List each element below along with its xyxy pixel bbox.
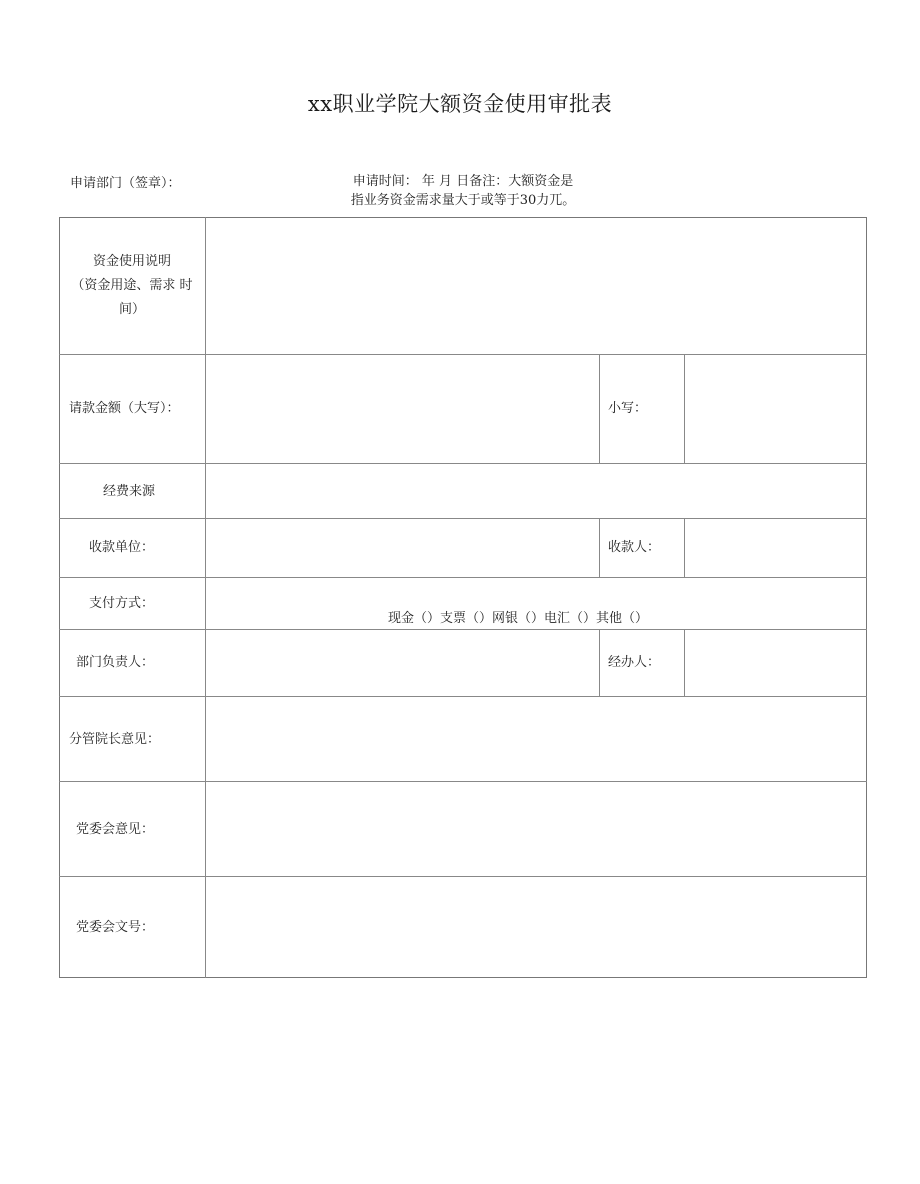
usage-description-label [59,250,205,322]
column-divider [599,518,600,577]
usage-label-line1: 资金使用说明 [92,254,171,269]
payment-method-options[interactable]: 现金（）支票（）网银（）电汇（）其他（） [388,611,649,626]
handler-field[interactable] [685,630,866,696]
amount-numeric-field[interactable] [685,355,866,463]
application-time-note [318,172,608,210]
usage-label-line2: （资金用途、需求 时 [71,278,193,293]
column-divider [599,629,600,696]
payee-field[interactable] [685,519,866,577]
handler-label: 经办人： [608,655,661,670]
payee-unit-label: 收款单位： [89,540,155,555]
party-committee-document-number-field[interactable] [206,877,866,977]
row-divider [59,577,867,578]
amount-uppercase-field[interactable] [206,355,599,463]
party-committee-document-number-label: 党委会文号： [76,920,155,935]
department-head-label: 部门负责人： [76,655,155,670]
large-fund-definition-line: 指业务资金需求量大于或等于30力兀。 [350,193,576,208]
vice-president-opinion-label: 分管院长意见： [69,732,161,747]
column-divider [599,354,600,463]
payee-label: 收款人： [608,540,661,555]
document-title: xx职业学院大额资金使用审批表 [307,92,613,116]
applicant-department-label: 申请部门（签章）： [70,176,181,191]
party-committee-opinion-field[interactable] [206,782,866,876]
fund-source-label: 经费来源 [103,484,156,499]
amount-uppercase-label: 请款金额（大写）： [69,401,180,416]
usage-description-field[interactable] [206,218,866,354]
fund-source-field[interactable] [206,464,866,518]
application-time-line: 申请时间： 年 月 日备注：大额资金是 [352,174,574,189]
payee-unit-field[interactable] [206,519,599,577]
amount-numeric-label: 小写： [608,401,648,416]
department-head-field[interactable] [206,630,599,696]
payment-method-label: 支付方式： [89,596,155,611]
party-committee-opinion-label: 党委会意见： [76,822,155,837]
usage-label-line3: 间） [118,302,145,317]
vice-president-opinion-field[interactable] [206,697,866,781]
